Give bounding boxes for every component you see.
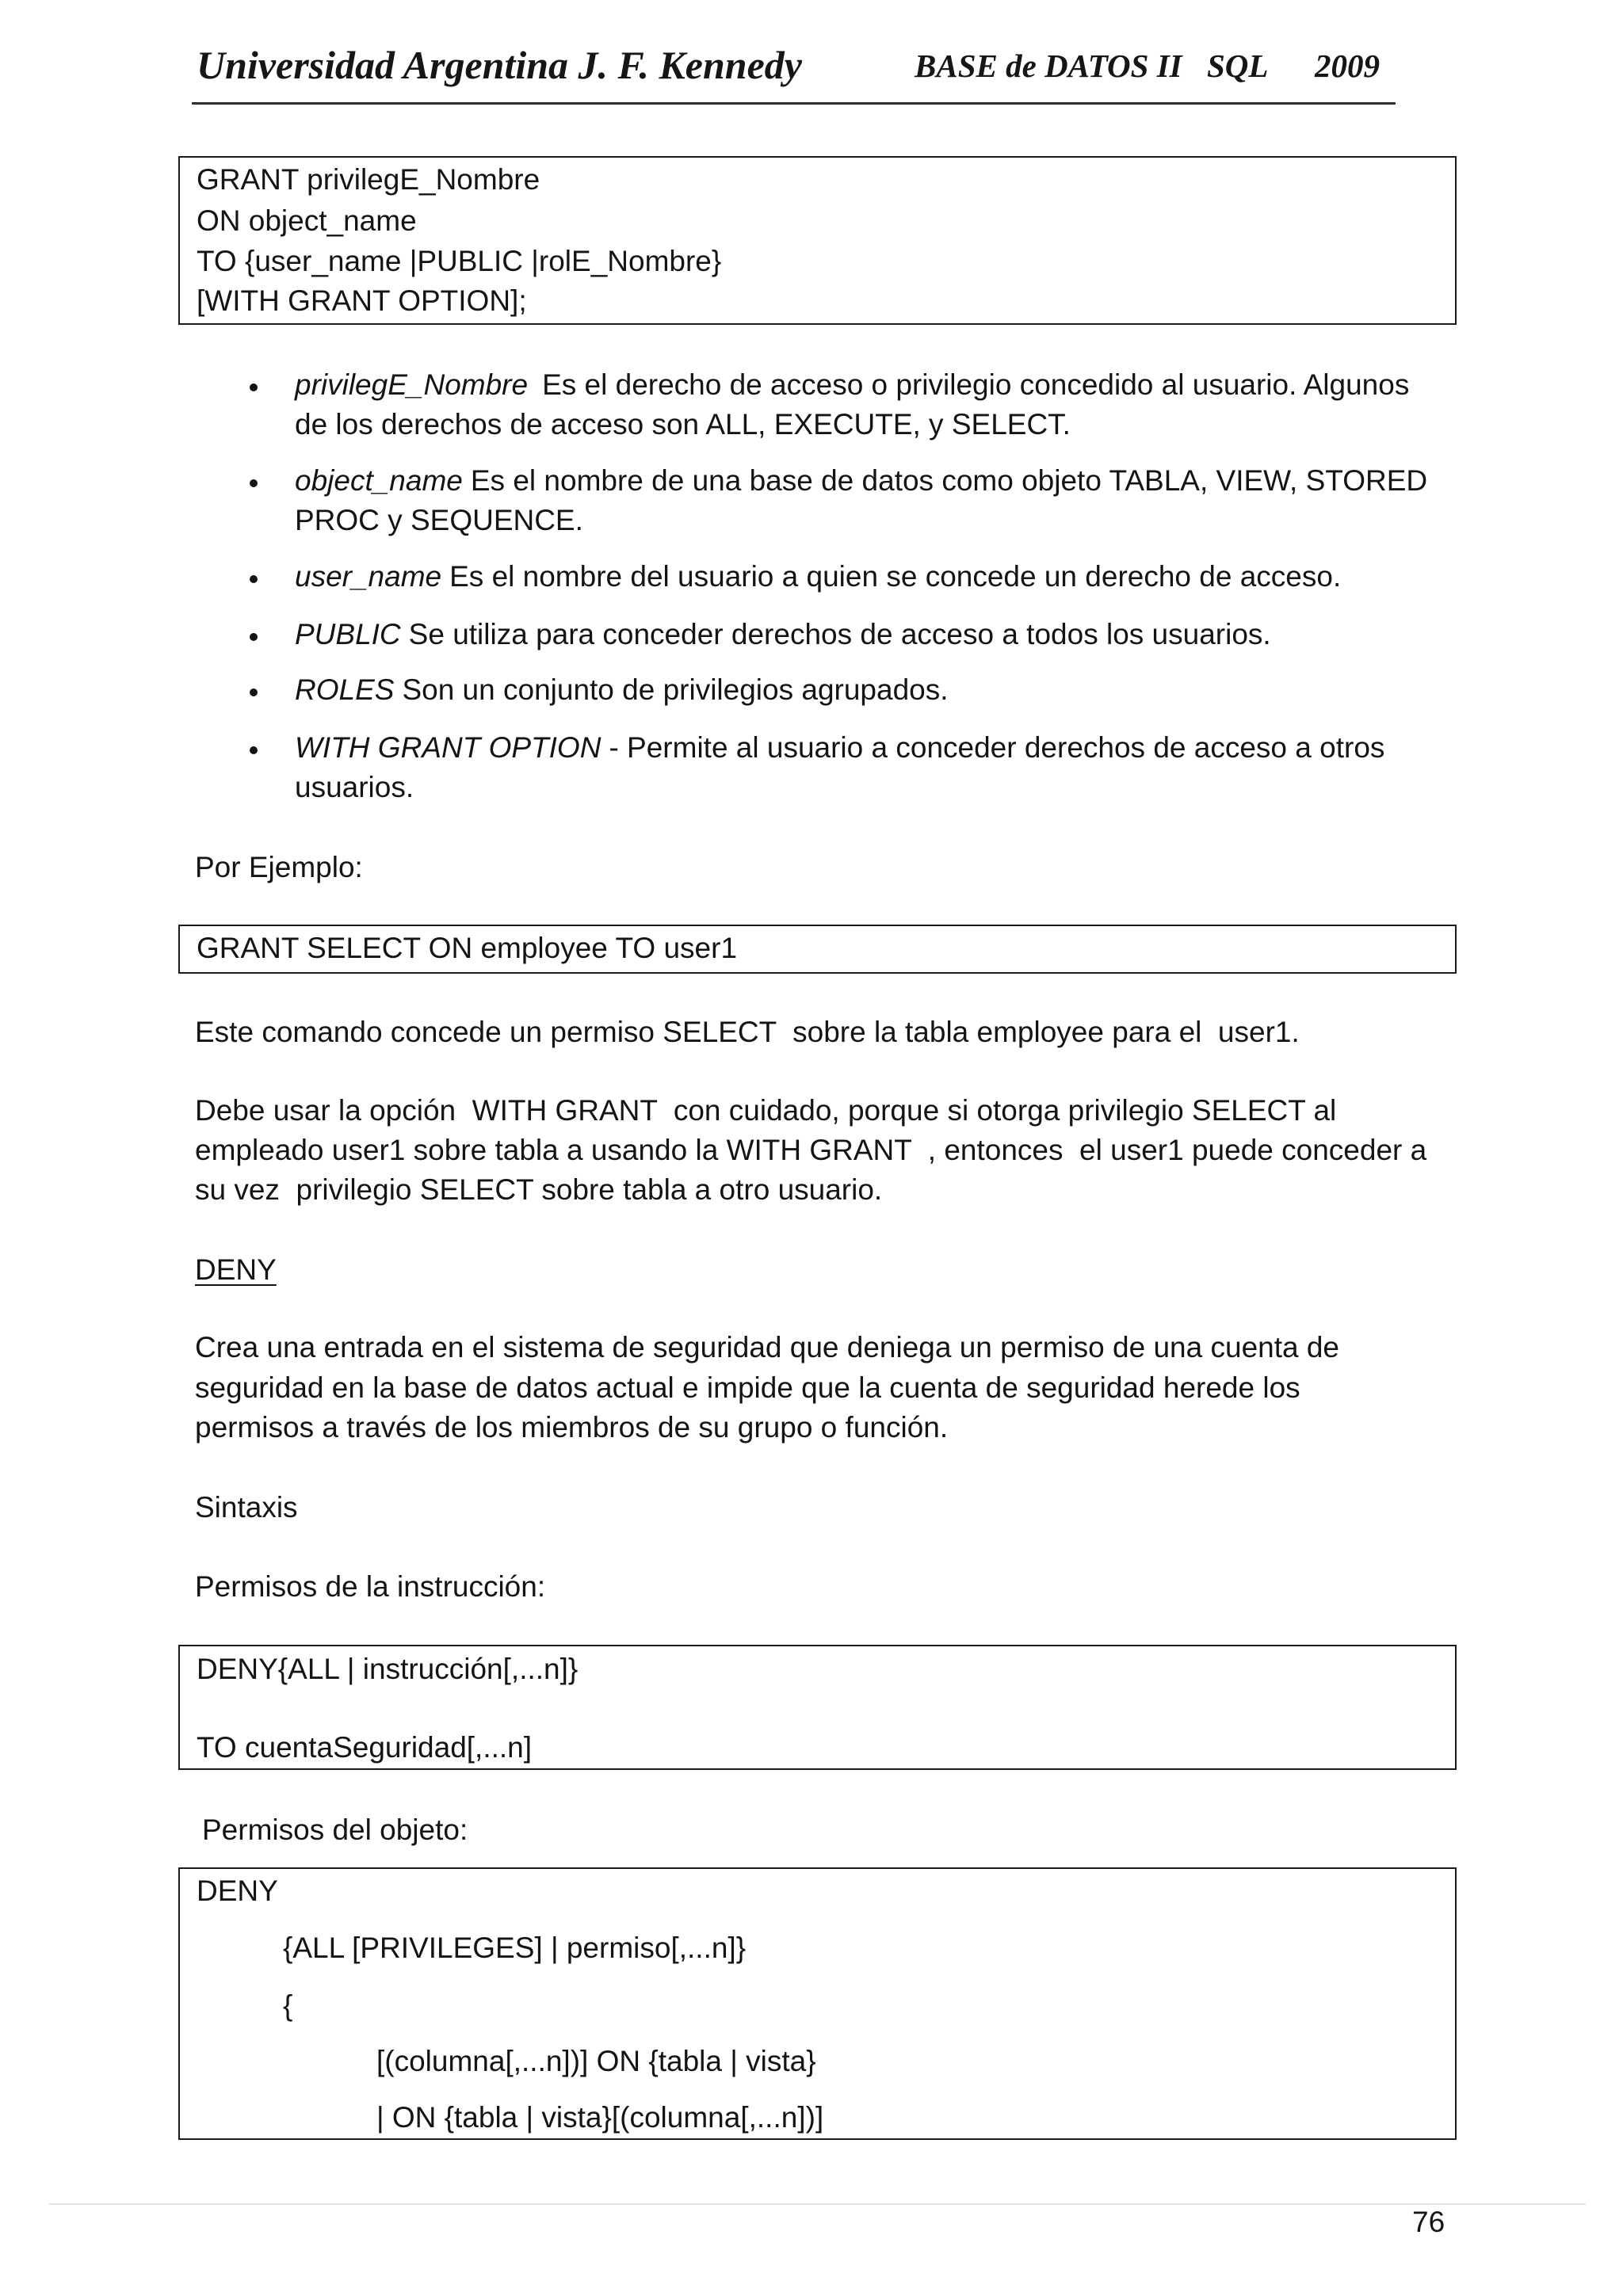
parameter-description: Es el nombre del usuario a quien se concede un derecho de acceso.: [449, 560, 1342, 593]
parameter-term: ROLES: [295, 673, 395, 706]
course-title: BASE de DATOS II: [915, 48, 1182, 84]
list-item-line: [295, 557, 1341, 597]
statement-permissions-label: Permisos de la instrucción:: [195, 1570, 546, 1603]
code-line: [(columna[,...n])] ON {tabla | vista}: [376, 2045, 816, 2077]
list-item-line: [295, 728, 1384, 768]
code-line: {ALL [PRIVILEGES] | permiso[,...n]}: [283, 1932, 747, 1964]
example-code-box: [178, 925, 1457, 974]
paragraph-line: empleado user1 sobre tabla a usando la WITH GRANT , entonces el user1 puede conceder a: [195, 1134, 1427, 1166]
parameter-term: object_name: [295, 464, 463, 497]
parameter-description: Es el nombre de una base de datos como objeto TABLA, VIEW, STORED: [470, 464, 1428, 497]
course-topic: SQL: [1207, 48, 1269, 84]
list-item-line: [295, 615, 1271, 654]
institution-name: Universidad Argentina J. F. Kennedy: [197, 43, 802, 87]
list-item-line: [295, 461, 1427, 501]
bullet-marker: [250, 383, 258, 391]
bullet-marker: [250, 688, 258, 696]
bullet-marker: [250, 575, 258, 583]
example-label: Por Ejemplo:: [195, 851, 363, 883]
paragraph-line: seguridad en la base de datos actual e impide que la cuenta de seguridad herede los: [195, 1371, 1300, 1404]
code-line: GRANT privilegE_Nombre: [197, 163, 540, 196]
paragraph-line: Crea una entrada en el sistema de seguridad que deniega un permiso de una cuenta de: [195, 1331, 1340, 1363]
footer-rule: [48, 2203, 1586, 2205]
grant-syntax-box: [178, 156, 1457, 325]
parameter-description: Se utiliza para conceder derechos de acceso a todos los usuarios.: [408, 618, 1271, 650]
code-line: TO {user_name |PUBLIC |rolE_Nombre}: [197, 245, 722, 277]
code-line: DENY: [197, 1875, 278, 1907]
list-item: [254, 728, 1442, 803]
parameter-term: PUBLIC: [295, 618, 401, 650]
list-item: [254, 461, 1442, 536]
syntax-label: Sintaxis: [195, 1491, 298, 1524]
bullet-marker: [250, 746, 258, 754]
example-explanation: Este comando concede un permiso SELECT sobre la tabla employee para el user1.: [195, 1016, 1300, 1048]
code-line: GRANT SELECT ON employee TO user1: [197, 932, 738, 964]
parameter-term: WITH GRANT OPTION: [295, 731, 601, 764]
paragraph-line: permisos a través de los miembros de su grupo o función.: [195, 1411, 949, 1444]
code-line: TO cuentaSeguridad[,...n]: [197, 1731, 533, 1764]
deny-heading: DENY: [195, 1253, 277, 1286]
bullet-marker: [250, 479, 258, 487]
course-year: 2009: [1315, 48, 1380, 84]
list-item-line: usuarios.: [295, 771, 414, 803]
parameter-description: - Permite al usuario a conceder derechos de acceso a otros: [609, 731, 1385, 764]
object-syntax-box: [178, 1867, 1457, 2140]
list-item: [254, 670, 1442, 710]
list-item: [254, 365, 1442, 441]
header-rule: [192, 102, 1396, 105]
statement-syntax-box: [178, 1645, 1457, 1770]
code-line: ON object_name: [197, 204, 417, 237]
list-item-line: [295, 365, 1409, 405]
parameter-description: Es el derecho de acceso o privilegio concedido al usuario. Algunos: [542, 368, 1410, 401]
paragraph-line: Debe usar la opción WITH GRANT con cuidado, porque si otorga privilegio SELECT al: [195, 1094, 1337, 1127]
code-line: DENY{ALL | instrucción[,...n]}: [197, 1653, 579, 1685]
list-item: [254, 557, 1442, 597]
code-line: {: [283, 1989, 293, 2022]
list-item-line: de los derechos de acceso son ALL, EXECUTE, y SELECT.: [295, 408, 1071, 441]
object-permissions-label: Permisos del objeto:: [202, 1814, 468, 1846]
parameter-term: user_name: [295, 560, 442, 593]
bullet-marker: [250, 633, 258, 641]
list-item-line: PROC y SEQUENCE.: [295, 504, 583, 536]
paragraph-line: su vez privilegio SELECT sobre tabla a otro usuario.: [195, 1173, 883, 1206]
list-item: [254, 615, 1442, 654]
code-line: | ON {tabla | vista}[(columna[,...n])]: [376, 2101, 824, 2134]
parameter-description: Son un conjunto de privilegios agrupados.: [402, 673, 949, 706]
code-line: [WITH GRANT OPTION];: [197, 284, 527, 317]
page-number: 76: [1412, 2206, 1445, 2238]
list-item-line: [295, 670, 949, 710]
parameter-term: privilegE_Nombre: [295, 368, 529, 401]
